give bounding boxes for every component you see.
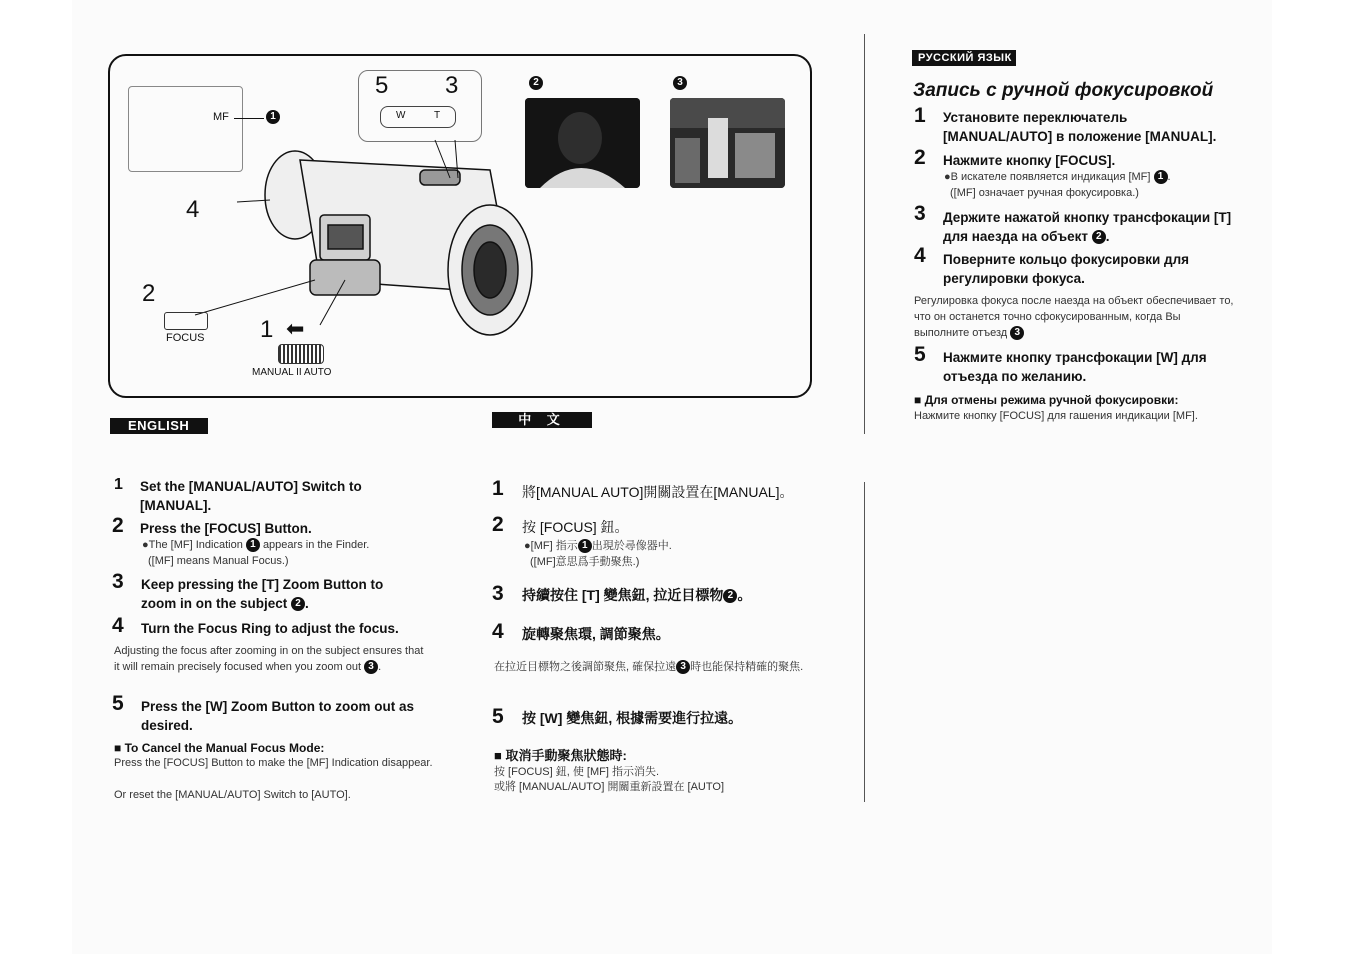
ru-adjust-note <box>914 293 1234 341</box>
callout-circle-2-ru: 2 <box>1092 230 1106 244</box>
zh-step-1-num: 1 <box>492 477 504 500</box>
zoomed-in-photo-art <box>525 98 640 188</box>
callout-circle-2: 2 <box>529 76 543 90</box>
english-header: ENGLISH <box>110 418 208 434</box>
en-step-1-num: 1 <box>114 476 123 493</box>
zoom-rocker-icon <box>380 106 456 128</box>
zh-step-1-text: 將[MANUAL AUTO]開關設置在[MANUAL]。 <box>522 484 794 500</box>
en-adjust-note-body: Adjusting the focus after zooming in on the subject ensures that it will remain precisely focused when you zoom out <box>114 645 424 673</box>
callout-4-figure: 4 <box>186 196 200 223</box>
camcorder-illustration <box>160 130 540 360</box>
zh-adjust-note-b: 時也能保持精確的聚焦. <box>690 661 804 673</box>
callout-circle-1-zh: 1 <box>578 539 592 553</box>
ru-step-2-note-1: ●В искателе появляется индикация [MF] 1 . <box>944 171 1171 183</box>
manual-auto-switch-icon <box>278 344 324 364</box>
zh-step-2-text: 按 [FOCUS] 鈕。 <box>522 519 629 535</box>
en-step-3-text-body: Keep pressing the [T] Zoom Button to zoom in on the subject <box>141 577 384 611</box>
zh-cancel-heading-text: 取消手動聚焦狀態時: <box>505 748 627 763</box>
en-step-2-note-1a: The [MF] Indication <box>148 539 243 551</box>
ru-step-2-text: Нажмите кнопку [FOCUS]. <box>943 153 1116 168</box>
zh-step-2-note-2: ([MF]意思爲手動聚焦.) <box>530 556 640 568</box>
en-step-5-num: 5 <box>112 692 124 715</box>
ru-step-2-num: 2 <box>914 146 926 169</box>
ru-step-5-text: Нажмите кнопку трансфокации [W] для отъезда по желанию. <box>943 350 1207 384</box>
zh-step-4-num: 4 <box>492 620 504 643</box>
ru-adjust-note-body: Регулировка фокуса после наезда на объект обеспечивает то, что он останется точно сфокусированным, когда Вы выполните отъезд <box>914 295 1234 339</box>
ru-step-3-text: Держите нажатой кнопку трансфокации [T] для наезда на объект 2 . <box>943 210 1232 244</box>
callout-circle-3-inline: 3 <box>364 660 378 674</box>
ru-step-1-num: 1 <box>914 104 926 127</box>
zh-step-5-num: 5 <box>492 705 504 728</box>
column-divider-bottom <box>864 482 865 802</box>
chinese-header: 中 文 <box>492 412 592 428</box>
en-step-4-text: Turn the Focus Ring to adjust the focus. <box>141 621 399 636</box>
callout-circle-2-inline: 2 <box>291 597 305 611</box>
zh-step-3-num: 3 <box>492 582 504 605</box>
zh-cancel-line-1: 按 [FOCUS] 鈕, 使 [MF] 指示消失. <box>494 766 659 778</box>
zh-cancel-heading: ■ 取消手動聚焦狀態時: <box>494 748 627 763</box>
callout-5-figure: 5 <box>375 72 389 99</box>
callout-circle-1: 1 <box>266 110 280 124</box>
en-step-3-num: 3 <box>112 570 124 593</box>
russian-header: РУССКИЙ ЯЗЫК <box>912 50 1016 66</box>
zh-step-5-text: 按 [W] 變焦鈕, 根據需要進行拉遠。 <box>522 710 743 726</box>
ru-step-3-text-body: Держите нажатой кнопку трансфокации [T] для наезда на объект <box>943 210 1232 244</box>
focus-button-icon <box>164 312 208 330</box>
callout-circle-3-ru: 3 <box>1010 326 1024 340</box>
zh-adjust-note <box>494 659 824 675</box>
ru-cancel-heading-text: Для отмены режима ручной фокусировки: <box>924 393 1179 407</box>
zh-step-4-text: 旋轉聚焦環, 調節聚焦。 <box>522 626 670 642</box>
arrow-left-icon: ⬅ <box>286 316 305 341</box>
zh-step-3-text-body: 持續按住 [T] 變焦鈕, 拉近目標物 <box>522 587 724 603</box>
en-step-2-note-2: ([MF] means Manual Focus.) <box>148 555 289 567</box>
zh-step-3-text: 持續按住 [T] 變焦鈕, 拉近目標物 2 。 <box>522 587 752 603</box>
en-step-2-text: Press the [FOCUS] Button. <box>140 521 312 536</box>
en-adjust-note: Adjusting the focus after zooming in on the subject ensures that it will remain precisely focused when you zoom out 3 . <box>114 645 424 673</box>
callout-circle-2-zh: 2 <box>723 589 737 603</box>
callout-circle-3-zh: 3 <box>676 660 690 674</box>
en-step-2-note-1: ●The [MF] Indication 1 appears in the Finder. <box>142 539 370 551</box>
callout-3-figure: 3 <box>445 72 459 99</box>
russian-title: Запись с ручной фокусировкой <box>913 80 1214 101</box>
ru-step-3-num: 3 <box>914 202 926 225</box>
callout-2-figure: 2 <box>142 280 156 307</box>
callout-circle-1-inline: 1 <box>246 538 260 552</box>
ru-step-2-note-1a: ●В искателе появляется индикация [MF] <box>944 171 1151 183</box>
ru-step-2-note-2: ([MF] означает ручная фокусировка.) <box>950 187 1139 199</box>
ru-step-4-text: Поверните кольцо фокусировки для регулировки фокуса. <box>943 252 1190 286</box>
zoom-w-label: W <box>396 110 406 121</box>
callout-1-figure: 1 <box>260 316 274 343</box>
en-cancel-line-1: Press the [FOCUS] Button to make the [MF] Indication disappear. <box>114 757 433 769</box>
en-step-3-text: Keep pressing the [T] Zoom Button to zoom in on the subject 2 . <box>141 577 384 611</box>
en-step-4-num: 4 <box>112 614 124 637</box>
en-cancel-heading-text: To Cancel the Manual Focus Mode: <box>124 741 325 755</box>
zoom-t-label: T <box>434 110 441 121</box>
zh-step-2-note-1a: [MF] 指示 <box>530 540 578 552</box>
manual-auto-label: MANUAL II AUTO <box>252 367 332 378</box>
zh-step-2-note-1: ●[MF] 指示 1 出現於尋像器中. <box>524 540 672 552</box>
zoomed-out-photo-art <box>670 98 785 188</box>
ru-cancel-line-1: Нажмите кнопку [FOCUS] для гашения индикации [MF]. <box>914 410 1198 422</box>
callout-circle-3: 3 <box>673 76 687 90</box>
zh-cancel-line-2: 或將 [MANUAL/AUTO] 開關重新設置在 [AUTO] <box>494 781 725 793</box>
zh-step-2-num: 2 <box>492 513 504 536</box>
en-cancel-line-2: Or reset the [MANUAL/AUTO] Switch to [AUTO]. <box>114 789 351 801</box>
zh-adjust-note-a: 在拉近目標物之後調節聚焦, 確保拉遠 <box>494 661 677 673</box>
ru-step-5-num: 5 <box>914 343 926 366</box>
en-step-5-text: Press the [W] Zoom Button to zoom out as desired. <box>141 699 414 733</box>
callout-circle-1-ru: 1 <box>1154 170 1168 184</box>
ru-cancel-heading: ■ Для отмены режима ручной фокусировки: <box>914 393 1179 407</box>
ru-step-1-text: Установите переключатель [MANUAL/AUTO] в положение [MANUAL]. <box>943 110 1217 144</box>
en-step-2-num: 2 <box>112 514 124 537</box>
mf-leader-line <box>234 118 264 119</box>
column-divider-top <box>864 34 865 434</box>
en-step-1-text: Set the [MANUAL/AUTO] Switch to [MANUAL]. <box>140 479 362 513</box>
en-step-2-note-1b: appears in the Finder. <box>262 539 370 551</box>
ru-step-4-num: 4 <box>914 244 926 267</box>
mf-indicator-label: MF <box>213 111 229 123</box>
focus-button-label: FOCUS <box>166 332 205 344</box>
zoomed-in-photo <box>525 98 640 188</box>
en-cancel-heading: ■ To Cancel the Manual Focus Mode: <box>114 741 325 755</box>
zh-step-2-note-1b: 出現於尋像器中. <box>591 540 672 552</box>
zoomed-out-photo <box>670 98 785 188</box>
